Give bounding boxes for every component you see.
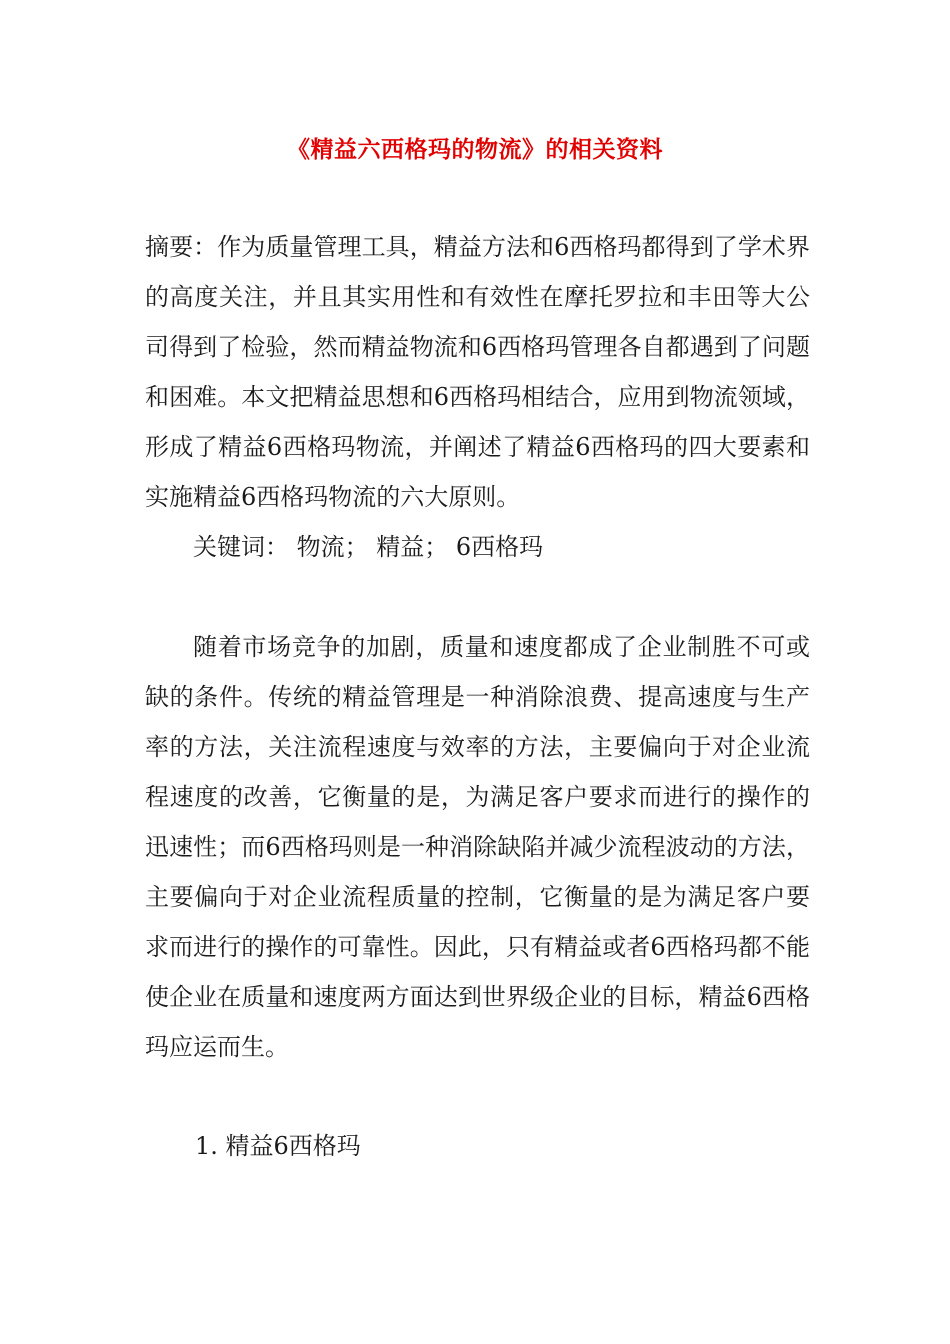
abstract-paragraph: 摘要：作为质量管理工具，精益方法和6西格玛都得到了学术界的高度关注，并且其实用性和有效性在摩托罗拉和丰田等大公司得到了检验，然而精益物流和6西格玛管理各自都遇到了问题和困难。本文把精益思想和6西格玛相结合，应用到物流领域，形成了精益6西格玛物流，并阐述了精益6西格玛的四大要素和实施精益6西格玛物流的六大原则。 — [145, 233, 810, 511]
intro-paragraph: 随着市场竞争的加剧，质量和速度都成了企业制胜不可或缺的条件。传统的精益管理是一种消除浪费、提高速度与生产率的方法，关注流程速度与效率的方法，主要偏向于对企业流程速度的改善，它衡量的是，为满足客户要求而进行的操作的迅速性；而6西格玛则是一种消除缺陷并减少流程波动的方法，主要偏向于对企业流程质量的控制，它衡量的是为满足客户要求而进行的操作的可靠性。因此，只有精益或者6西格玛都不能使企业在质量和速度两方面达到世界级企业的目标，精益6西格玛应运而生。 — [145, 633, 810, 1061]
keywords-line: 关键词： 物流； 精益； 6西格玛 — [193, 533, 544, 561]
document-title: 《精益六西格玛的物流》的相关资料 — [287, 136, 663, 163]
section-heading: 1. 精益6西格玛 — [195, 1132, 361, 1160]
